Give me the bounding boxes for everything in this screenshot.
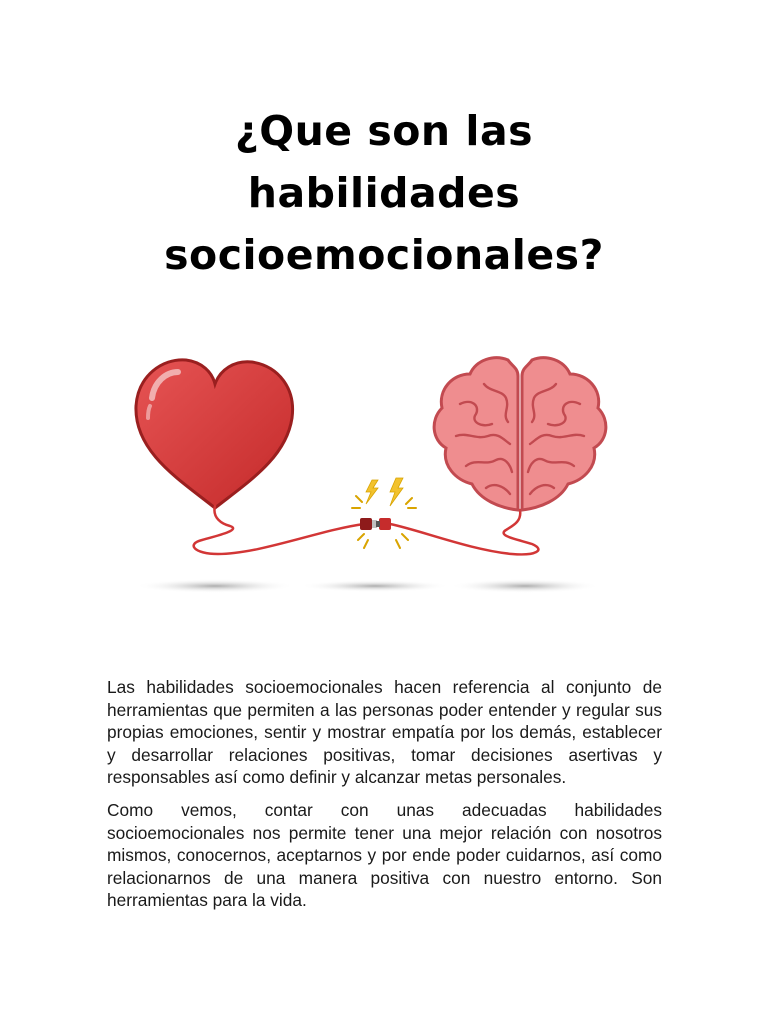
brain-shadow [450,579,600,593]
title-line-3: socioemocionales? [164,231,604,279]
heart-icon [136,360,293,508]
paragraph-2: Como vemos, contar con unas adecuadas habilidades socioemocionales nos permite tener una mejor relación con nosotros mismos, conocernos, aceptarnos y por ende poder cuidarnos, así como relacionarnos de una manera positiva con nuestro entorno. Son herramientas para la vida. [107,799,662,911]
title-line-2: habilidades [247,169,521,217]
brain-cable [390,510,538,554]
plug-shadow [300,580,450,592]
heart-cable [194,506,364,554]
plug-icon [360,518,391,530]
spark-icon [352,478,416,548]
page-title [0,100,768,286]
body-text [107,676,662,922]
heart-brain-illustration [120,340,640,620]
paragraph-1: Las habilidades socioemocionales hacen referencia al conjunto de herramientas que permiten a las personas poder entender y regular sus propias emociones, sentir y mostrar empatía por los demás, establecer y desarrollar relaciones positivas, tomar decisiones asertivas y responsables así como definir y alcanzar metas personales. [107,677,662,788]
title-line-1: ¿Que son las [234,107,534,155]
heart-shadow [135,579,295,593]
brain-icon [434,358,606,510]
illustration-svg [120,340,640,620]
